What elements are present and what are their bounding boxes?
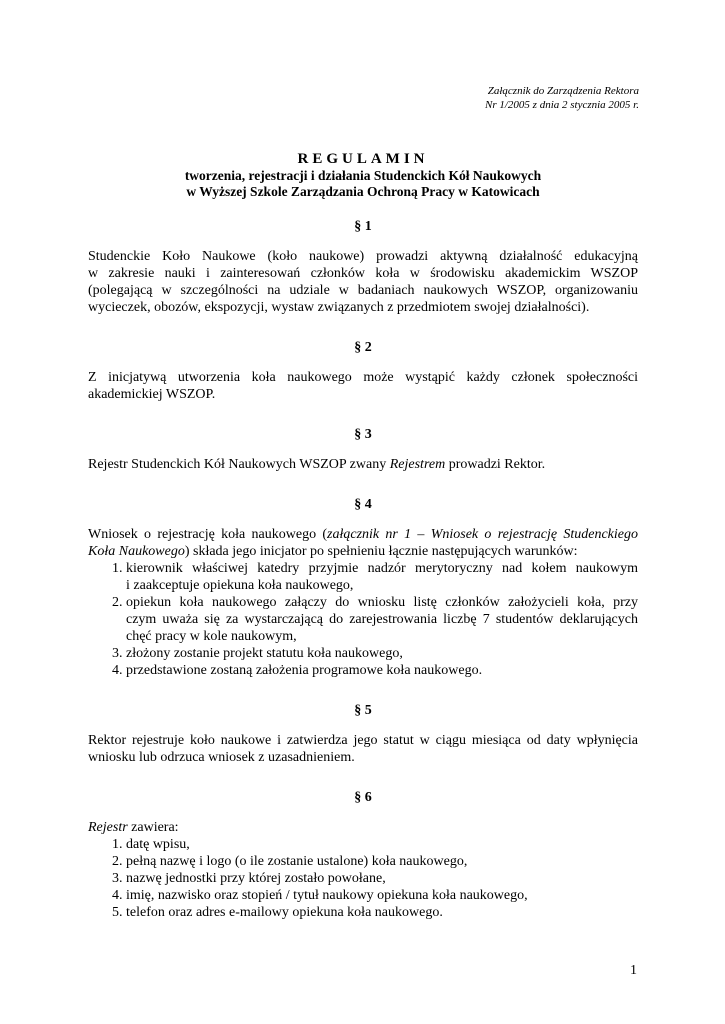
list-item: 4. imię, nazwisko oraz stopień / tytuł naukowy opiekuna koła naukowego, [126, 887, 638, 904]
section-5-heading: § 5 [354, 703, 372, 718]
section-2-text [88, 369, 638, 403]
section-4-intro-a: Wniosek o rejestrację koła naukowego ( [88, 527, 328, 542]
section-2-line: akademickiej WSZOP. [88, 387, 216, 402]
section-6-intro [88, 819, 638, 836]
section-2-heading: § 2 [354, 340, 372, 355]
section-1-heading: § 1 [354, 219, 372, 234]
section-4-intro-line-1 [88, 526, 638, 543]
list-item [126, 662, 638, 679]
section-3-text-italic: Rejestrem [389, 457, 446, 472]
section-1-text [88, 248, 638, 316]
section-5-text [88, 732, 638, 766]
annex-line-1: Załącznik do Zarządzenia Rektora [487, 85, 639, 97]
list-item [126, 560, 638, 594]
section-3-text-before: Rejestr Studenckich Kół Naukowych WSZOP zwany [88, 457, 390, 472]
section-6-intro-after: zawiera: [127, 820, 179, 835]
section-3-text [88, 456, 638, 473]
title-block [88, 150, 638, 200]
section-1-line: w zakresie nauki i zainteresowań członków koła w środowisku akademickim WSZOP [88, 266, 638, 281]
section-3-text-after: prowadzi Rektor. [445, 457, 546, 472]
annex-note [485, 84, 639, 112]
section-4-intro-b: ) składa jego inicjator po spełnieniu łącznie następujących warunków: [184, 544, 578, 559]
subtitle-line-2: w Wyższej Szkole Zarządzania Ochroną Pracy w Katowicach [186, 184, 540, 199]
annex-line-2: Nr 1/2005 z dnia 2 stycznia 2005 r. [484, 99, 639, 111]
list-item-line: 4. przedstawione zostaną założenia programowe koła naukowego. [126, 663, 483, 678]
section-4-intro-italic-1: załącznik nr 1 – Wniosek o rejestrację Studenckiego [327, 527, 638, 542]
section-2-line: Z inicjatywą utworzenia koła naukowego może wystąpić każdy członek społeczności [88, 370, 638, 385]
section-1-line: (polegającą w szczególności na udziale w badaniach naukowych WSZOP, organizowaniu [88, 283, 638, 298]
list-item-line: i zaakceptuje opiekuna koła naukowego, [126, 578, 354, 593]
list-item: 3. nazwę jednostki przy której zostało powołane, [126, 870, 638, 887]
section-4-list [88, 560, 638, 679]
section-6-intro-italic: Rejestr [88, 820, 128, 835]
section-4-intro [88, 526, 638, 560]
document-body [88, 218, 638, 944]
subtitle-line-1: tworzenia, rejestracji i działania Studenckich Kół Naukowych [184, 168, 542, 183]
section-4-intro-line-2 [88, 543, 638, 560]
main-title: REGULAMIN [297, 151, 429, 167]
section-1-line: wycieczek, obozów, ekspozycji, wystaw związanych z przedmiotem swojej działalności). [88, 300, 590, 315]
section-6-heading: § 6 [354, 790, 372, 805]
section-4-intro-italic-2: Koła Naukowego [88, 544, 185, 559]
list-item [126, 645, 638, 662]
list-item-line: 3. złożony zostanie projekt statutu koła naukowego, [126, 646, 403, 661]
page-number: 1 [630, 963, 637, 978]
list-item: 1. datę wpisu, [126, 836, 638, 853]
list-item [126, 594, 638, 645]
section-4-heading: § 4 [354, 497, 372, 512]
section-6-list [88, 836, 638, 921]
section-5-line: Rektor rejestruje koło naukowe i zatwierdza jego statut w ciągu miesiąca od daty wpłynięcia [88, 733, 638, 748]
list-item-line: 1. kierownik właściwej katedry przyjmie nadzór merytoryczny nad kołem naukowym [126, 561, 638, 576]
list-item-line: chęć pracy w kole naukowym, [126, 629, 297, 644]
section-1-line: Studenckie Koło Naukowe (koło naukowe) prowadzi aktywną działalność edukacyjną [88, 249, 638, 264]
section-5-line: wniosku lub odrzuca wniosek z uzasadnieniem. [88, 750, 355, 765]
list-item-line: czym uważa się za wystarczającą do zarejestrowania liczbę 7 studentów deklarujących [126, 612, 638, 627]
list-item: 5. telefon oraz adres e-mailowy opiekuna koła naukowego. [126, 904, 638, 921]
section-3-heading: § 3 [354, 427, 372, 442]
list-item-line: 2. opiekun koła naukowego załączy do wniosku listę członków założycieli koła, przy [126, 595, 638, 610]
list-item: 2. pełną nazwę i logo (o ile zostanie ustalone) koła naukowego, [126, 853, 638, 870]
